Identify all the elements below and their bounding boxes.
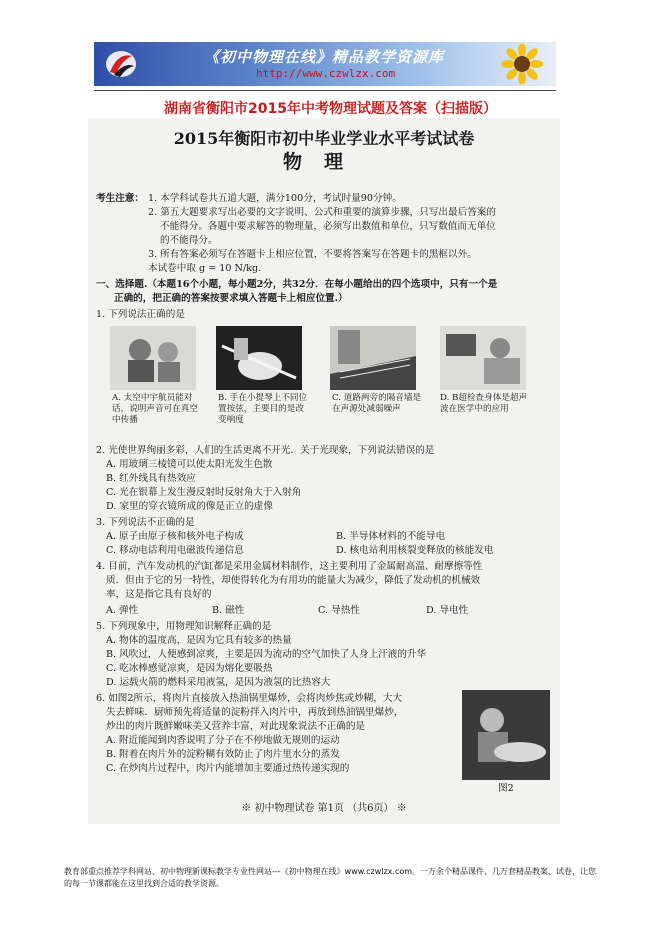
q2-option-a: A. 用玻璃三棱镜可以使太阳光发生色散 bbox=[106, 459, 273, 470]
q4-option-d: D. 导电性 bbox=[426, 605, 469, 616]
question-4-stem: 率，这是指它具有良好的 bbox=[106, 589, 212, 600]
document-title: 湖南省衡阳市2015年中考物理试题及答案（扫描版） bbox=[164, 101, 497, 117]
q3-option-d: D. 核电站利用核裂变释放的核能发电 bbox=[336, 545, 494, 556]
sound-barrier-photo bbox=[330, 326, 416, 390]
question-6-stem: 6. 如图2所示，将肉片直接放入热油锅里爆炒，会将肉炒焦或炒糊，大大 bbox=[96, 693, 403, 704]
question-3-stem: 3. 下列说法不正确的是 bbox=[96, 517, 195, 528]
q6-option-c: C. 在炒肉片过程中，肉片内能增加主要通过热传递实现的 bbox=[106, 763, 350, 774]
sunflower-icon bbox=[494, 44, 550, 84]
q4-option-a: A. 弹性 bbox=[106, 605, 139, 616]
scanned-exam-page bbox=[88, 118, 560, 824]
q4-option-b: B. 磁性 bbox=[212, 605, 245, 616]
question-4-stem: 质．但由于它的另一特性，却使得转化为有用功的能量大为减少，降低了发动机的机械效 bbox=[106, 575, 481, 586]
q4-option-c: C. 导热性 bbox=[318, 605, 360, 616]
figure-2-label: 图2 bbox=[498, 783, 514, 794]
q1-option-b: B. 手在小提琴上不同位置按弦，主要目的是改变响度 bbox=[218, 393, 308, 425]
note-line: 3. 所有答案必须写在答题卡上相应位置，不要将答案写在答题卡的黑框以外。 bbox=[148, 249, 477, 260]
exam-subject: 物理 bbox=[282, 151, 365, 173]
question-6-stem: 失去鲜味．厨师预先将适量的淀粉拌入肉片中，再放到热油锅里爆炒， bbox=[106, 707, 404, 718]
exam-title: 2015年衡阳市初中毕业学业水平考试试卷 bbox=[173, 129, 475, 148]
question-2-stem: 2. 光使世界绚丽多彩，人们的生活更离不开光．关于光现象，下列说法错误的是 bbox=[96, 445, 435, 456]
note-line: 1. 本学科试卷共五道大题，满分100分，考试时量90分钟。 bbox=[148, 193, 402, 204]
site-banner bbox=[94, 42, 556, 86]
notes-label: 考生注意： bbox=[96, 193, 144, 204]
banner-url[interactable]: http://www.czwlzx.com bbox=[256, 67, 396, 80]
q3-option-b: B. 半导体材料的不能导电 bbox=[336, 531, 446, 542]
q5-option-c: C. 吃冰棒感觉凉爽，是因为熔化要吸热 bbox=[106, 663, 273, 674]
note-line: 的不能得分。 bbox=[160, 235, 218, 246]
question-5-stem: 5. 下列现象中，用物理知识解释正确的是 bbox=[96, 621, 272, 632]
q1-option-a: A. 太空中宇航员能对话，说明声音可在真空中传播 bbox=[112, 393, 198, 425]
q5-option-d: D. 运载火箭的燃料采用液氢，是因为液氢的比热容大 bbox=[106, 677, 331, 688]
note-line: 不能得分。各题中要求解答的物理量，必须写出数值和单位，只写数值而无单位 bbox=[160, 221, 496, 232]
site-logo-icon bbox=[104, 48, 138, 80]
site-promo-note: 教育部重点推荐学科网站、初中物理新课标教学专业性网站---《初中物理在线》www.czwlzx.com。一万余个精品课件、几万套精品教案、试卷，让您的每一节课都能在这里找到合适的教学资源。 bbox=[64, 867, 597, 888]
violin-photo bbox=[216, 326, 302, 390]
q6-option-b: B. 附着在肉片外的淀粉糊有效防止了肉片里水分的蒸发 bbox=[106, 749, 340, 760]
q3-option-a: A. 原子由原子核和核外电子构成 bbox=[106, 531, 244, 542]
note-line: 本试卷中取 g = 10 N/kg. bbox=[148, 263, 262, 274]
header-rule bbox=[94, 90, 556, 91]
figure-2-cooking-photo bbox=[462, 690, 550, 780]
question-6-stem: 炒出的肉片既鲜嫩味美又营养丰富，对此现象说法不正确的是 bbox=[106, 721, 366, 732]
section-heading: 正确的，把正确的答案按要求填入答题卡上相应位置.） bbox=[114, 293, 348, 304]
q5-option-a: A. 物体的温度高，是因为它具有较多的热量 bbox=[106, 635, 292, 646]
note-line: 2. 第五大题要求写出必要的文字说明、公式和重要的演算步骤，只写出最后答案的 bbox=[148, 207, 496, 218]
question-1-stem: 1. 下列说法正确的是 bbox=[96, 309, 185, 320]
q1-option-d: D. B超检查身体是超声波在医学中的应用 bbox=[440, 393, 528, 414]
q3-option-c: C. 移动电话利用电磁波传递信息 bbox=[106, 545, 244, 556]
q2-option-d: D. 家里的穿衣镜所成的像是正立的虚像 bbox=[106, 501, 273, 512]
q2-option-b: B. 红外线具有热效应 bbox=[106, 473, 196, 484]
astronaut-photo bbox=[110, 326, 196, 390]
page-footer: ※ 初中物理试卷 第1页 （共6页） ※ bbox=[241, 803, 407, 814]
b-ultrasound-photo bbox=[440, 326, 526, 390]
banner-title: 《初中物理在线》精品教学资源库 bbox=[204, 48, 445, 66]
section-heading: 一、选择题.（本题16个小题，每小题2分，共32分．在每小题给出的四个选项中，只有一个是 bbox=[96, 279, 498, 290]
question-4-stem: 4. 目前，汽车发动机的汽缸都是采用金属材料制作，这主要利用了金属耐高温、耐摩擦等性 bbox=[96, 561, 483, 572]
q2-option-c: C. 光在银幕上发生漫反射时反射角大于入射角 bbox=[106, 487, 302, 498]
q6-option-a: A. 附近能闻到肉香说明了分子在不停地做无规则的运动 bbox=[106, 735, 340, 746]
q5-option-b: B. 风吹过，人便感到凉爽，主要是因为流动的空气加快了人身上汗液的升华 bbox=[106, 649, 427, 660]
q1-option-c: C. 道路两旁的隔音墙是在声源处减弱噪声 bbox=[332, 393, 422, 414]
